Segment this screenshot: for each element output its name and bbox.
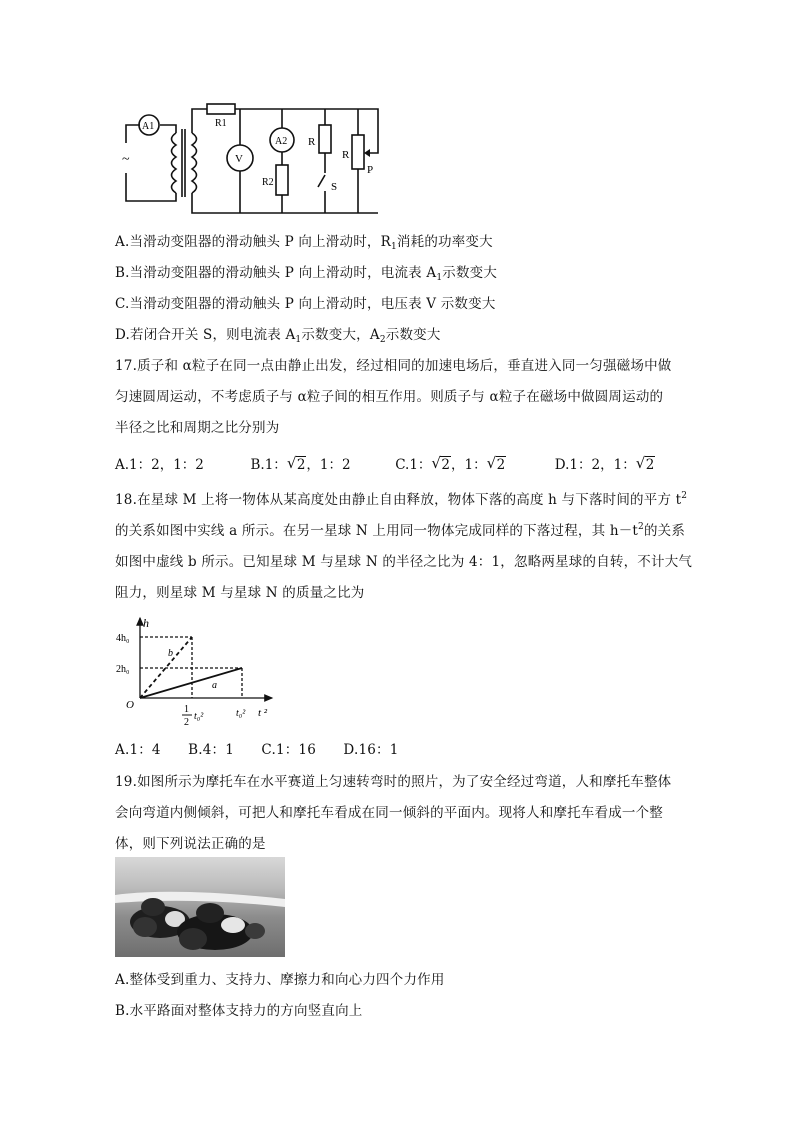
motorcycle-photo — [115, 857, 285, 957]
q18-options: A.1：4 B.4：1 C.1：16 D.16：1 — [115, 742, 399, 758]
q17-stem-line1: 17.质子和 α粒子在同一点由静止出发，经过相同的加速电场后，垂直进入同一匀强磁场中做 — [115, 358, 672, 374]
ammeter-a2-label: A2 — [275, 136, 288, 147]
resistor-r-label: R — [308, 136, 316, 148]
tick-half-t0: t₀² — [194, 711, 204, 722]
q19-stem-line1: 19.如图所示为摩托车在水平赛道上匀速转弯时的照片，为了安全经过弯道，人和摩托车整体 — [115, 774, 672, 790]
q16-option-a: A.当滑动变阻器的滑动触头 P 向上滑动时，$R_1$消耗的功率变大 — [115, 234, 493, 252]
h-t2-graph — [112, 612, 287, 730]
motorcycle-photo-art — [115, 857, 285, 957]
line-a-label: a — [212, 680, 217, 691]
q17-option-d: D.1：2，1： √ 2 — [554, 454, 655, 473]
q19-option-b: B.水平路面对整体支持力的方向竖直向上 — [115, 1003, 363, 1019]
origin-label: O — [126, 699, 134, 711]
switch-s-label: S — [331, 181, 338, 193]
tick-4h0: 4h₀ — [116, 633, 130, 644]
q18-stem-line3: 如图中虚线 b 所示。已知星球 M 与星球 N 的半径之比为 4：1，忽略两星球的自转，不计大气 — [115, 554, 693, 570]
q19-stem-line2: 会向弯道内侧倾斜，可把人和摩托车看成在同一倾斜的平面内。现将人和摩托车看成一个整 — [115, 805, 663, 821]
rheostat-r-label: R — [342, 149, 350, 161]
q17-stem-line3: 半径之比和周期之比分别为 — [115, 420, 280, 436]
tick-2h0: 2h₀ — [116, 664, 130, 675]
q18-stem-line2: 的关系如图中实线 a 所示。在另一星球 N 上用同一物体完成同样的下落过程，其 $h-t^2$的关系 — [115, 522, 686, 539]
ac-source-label: ~ — [122, 152, 130, 167]
q17-option-a: A.1：2，1：2 — [115, 457, 204, 473]
q19-stem-line3: 体，则下列说法正确的是 — [115, 836, 266, 852]
line-b-label: b — [168, 648, 173, 659]
q18-stem-line1: 18.在星球 M 上将一物体从某高度处由静止自由释放，物体下落的高度 h 与下落时间的平方 $t^2$ — [115, 491, 688, 508]
tick-half-den: 2 — [184, 717, 189, 728]
q19-option-a: A.整体受到重力、支持力、摩擦力和向心力四个力作用 — [115, 972, 445, 988]
axis-h-label: h — [143, 616, 149, 630]
slider-p-label: P — [367, 164, 374, 176]
tick-t0: t₀² — [236, 708, 246, 719]
q16-option-c: C.当滑动变阻器的滑动触头 P 向上滑动时，电压表 V 示数变大 — [115, 296, 496, 312]
q17-option-b: B.1： √ 2，1：2 — [250, 454, 351, 473]
voltmeter-label: V — [235, 153, 243, 165]
resistor-r1-label: R1 — [215, 118, 227, 129]
transformer-circuit-diagram — [112, 95, 392, 220]
q16-option-d: D.若闭合开关 S，则电流表 $A_1$示数变大，$A_2$示数变大 — [115, 327, 441, 345]
axis-t2-label: t ² — [258, 707, 268, 719]
tick-half-num: 1 — [184, 704, 189, 715]
q16-option-b: B.当滑动变阻器的滑动触头 P 向上滑动时，电流表 $A_1$示数变大 — [115, 265, 498, 283]
q18-stem-line4: 阻力，则星球 M 与星球 N 的质量之比为 — [115, 585, 365, 601]
resistor-r2-label: R2 — [262, 177, 274, 188]
q17-stem-line2: 匀速圆周运动，不考虑质子与 α粒子间的相互作用。则质子与 α粒子在磁场中做圆周运动的 — [115, 389, 664, 405]
ammeter-a1-label: A1 — [142, 121, 155, 132]
q17-option-c: C.1： √ 2，1： √ 2 — [395, 454, 506, 473]
q17-options — [115, 453, 655, 473]
line-a-solid — [140, 668, 242, 698]
